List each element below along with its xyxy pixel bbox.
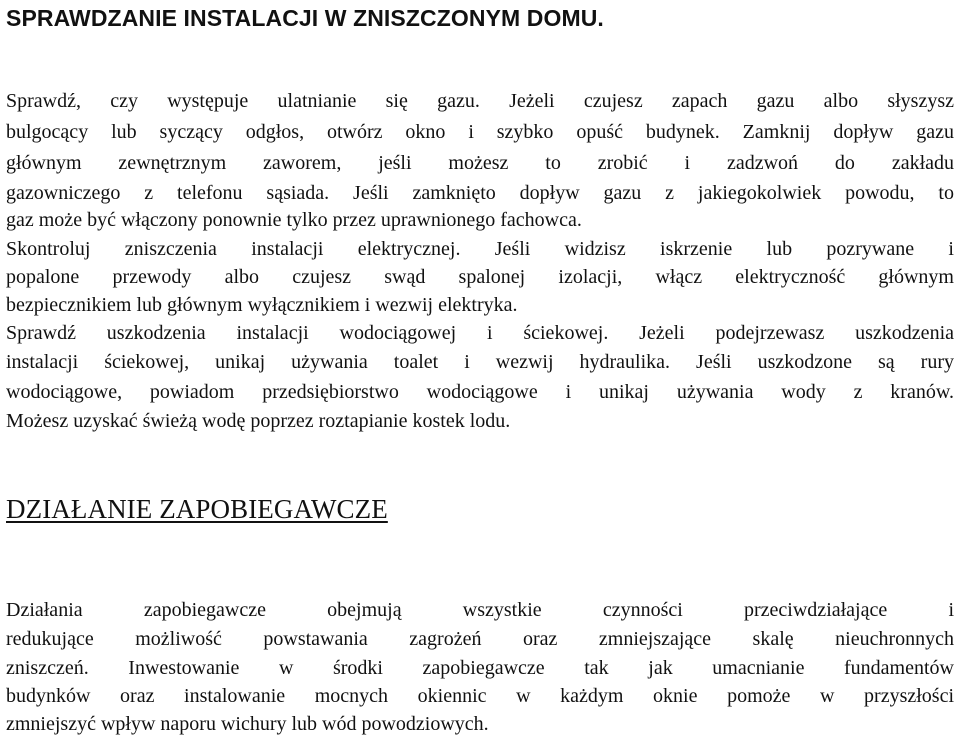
- paragraph-line: wodociągowe, powiadom przedsiębiorstwo wodociągowe i unikaj używania wody z kranów.: [6, 381, 954, 403]
- paragraph-line: redukujące możliwość powstawania zagrożeń oraz zmniejszające skalę nieuchronnych: [6, 628, 954, 650]
- paragraph-line: popalone przewody albo czujesz swąd spalonej izolacji, włącz elektryczność głównym: [6, 266, 954, 288]
- heading-preventive-action: DZIAŁANIE ZAPOBIEGAWCZE: [6, 494, 388, 524]
- paragraph-line: budynków oraz instalowanie mocnych okiennic w każdym oknie pomoże w przyszłości: [6, 685, 954, 707]
- paragraph-line: głównym zewnętrznym zaworem, jeśli możesz to zrobić i zadzwoń do zakładu: [6, 152, 954, 174]
- paragraph-line: bulgocący lub syczący odgłos, otwórz okno i szybko opuść budynek. Zamknij dopływ gazu: [6, 121, 954, 143]
- paragraph-line: gaz może być włączony ponownie tylko przez uprawnionego fachowca.: [6, 209, 582, 231]
- paragraph-line: Działania zapobiegawcze obejmują wszystkie czynności przeciwdziałające i: [6, 599, 954, 621]
- paragraph-line: zniszczeń. Inwestowanie w środki zapobiegawcze tak jak umacnianie fundamentów: [6, 657, 954, 679]
- paragraph-line: Skontroluj zniszczenia instalacji elektrycznej. Jeśli widzisz iskrzenie lub pozrywane i: [6, 238, 954, 260]
- heading-installation-check: SPRAWDZANIE INSTALACJI W ZNISZCZONYM DOMU.: [6, 5, 604, 31]
- paragraph-line: gazowniczego z telefonu sąsiada. Jeśli zamknięto dopływ gazu z jakiegokolwiek powodu, to: [6, 182, 954, 204]
- paragraph-line: bezpiecznikiem lub głównym wyłącznikiem i wezwij elektryka.: [6, 294, 518, 316]
- paragraph-line: Możesz uzyskać świeżą wodę poprzez roztapianie kostek lodu.: [6, 410, 511, 432]
- paragraph-line: zmniejszyć wpływ naporu wichury lub wód powodziowych.: [6, 713, 489, 735]
- paragraph-line: instalacji ściekowej, unikaj używania toalet i wezwij hydraulika. Jeśli uszkodzone są rury: [6, 351, 954, 373]
- paragraph-line: Sprawdź, czy występuje ulatnianie się gazu. Jeżeli czujesz zapach gazu albo słyszysz: [6, 90, 954, 112]
- paragraph-line: Sprawdź uszkodzenia instalacji wodociągowej i ściekowej. Jeżeli podejrzewasz uszkodzenia: [6, 322, 954, 344]
